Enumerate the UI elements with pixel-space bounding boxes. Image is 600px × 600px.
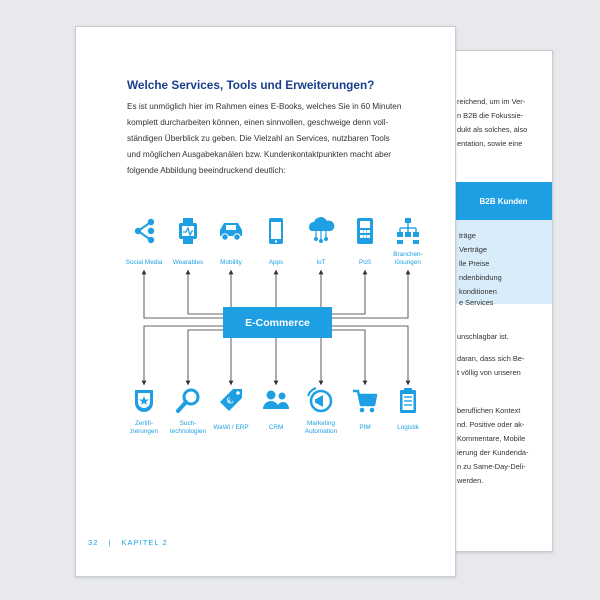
back-text-line: t völlig von unseren (457, 368, 521, 377)
smartphone-icon (269, 218, 283, 244)
b2b-table-item: ndenbindung (459, 273, 502, 282)
back-text-line: beruflichen Kontext (457, 406, 521, 415)
share-icon (135, 219, 154, 243)
intro-line: komplett durcharbeiten können, einen sinnvollen, geschweige denn voll- (127, 118, 389, 127)
label-wawi-erp: WaWi / ERP (213, 424, 249, 431)
label-wearables: Wearables (172, 259, 204, 266)
back-text-line: nd. Positive oder ak- (457, 420, 525, 429)
connector-arrow (188, 272, 223, 314)
label-marketing-automation: Marketing Automation (304, 420, 338, 435)
chapter-label: KAPITEL 2 (121, 538, 168, 547)
label-iot: IoT (316, 259, 326, 266)
connector-arrow (223, 272, 231, 310)
connector-arrow (144, 272, 223, 318)
connector-arrow (144, 326, 223, 383)
back-text-line: ierung der Kundenda- (457, 448, 529, 457)
users-icon (263, 391, 289, 410)
badge-star-icon (135, 390, 153, 412)
connector-arrow (332, 326, 408, 383)
b2b-table (455, 182, 552, 307)
back-text-line: werden. (457, 476, 484, 485)
back-text-line: n B2B die Fokussie- (457, 111, 524, 120)
payment-terminal-icon (357, 218, 373, 244)
back-text-line: entation, sowie eine (457, 139, 523, 148)
label-crm: CRM (268, 424, 284, 431)
ecommerce-hub: E-Commerce (223, 307, 332, 338)
label-social-media: Social Media (125, 259, 163, 266)
b2b-table-item: Verträge (459, 245, 487, 254)
connector-arrow (332, 272, 365, 314)
back-text-line: reichend, um im Ver- (457, 97, 526, 106)
svg-text:€: € (225, 396, 237, 408)
b2b-table-item: konditionen (459, 287, 497, 296)
footer-separator: | (108, 538, 112, 547)
connector-arrow (223, 334, 231, 383)
b2b-table-item: träge (459, 231, 476, 240)
back-text-line: daran, dass sich Be- (457, 354, 525, 363)
label-suchtechnologien: Such- technologien (169, 420, 207, 435)
connector-arrow (321, 272, 332, 310)
label-apps: Apps (268, 259, 284, 266)
back-text-line: unschlagbar ist. (457, 332, 509, 341)
connector-arrow (188, 330, 223, 383)
cart-icon (353, 391, 376, 412)
b2b-table-item: lle Preise (459, 259, 490, 268)
back-text-line: dukt als solches, also (457, 125, 528, 134)
page-number: 32 (88, 538, 99, 547)
label-zertifizierungen: Zertifi- zierungen (129, 420, 159, 435)
label-mobility: Mobility (220, 259, 242, 266)
intro-line: folgende Abbildung beeindruckend deutlich: (127, 166, 286, 175)
megaphone-icon (308, 388, 331, 411)
label-logistik: Logistik (397, 424, 419, 431)
connector-arrow (332, 272, 408, 318)
connector-arrow (332, 330, 365, 383)
price-tag-icon (220, 389, 242, 411)
intro-line: und möglichen Ausgabekanälen bzw. Kundenkontaktpunkten macht aber (127, 150, 392, 159)
intro-line: ständigen Überblick zu geben. Die Vielzahl an Services, nutzbaren Tools (127, 134, 390, 143)
label-pos: PoS (358, 259, 372, 266)
b2b-table-item: e Services (459, 298, 494, 307)
connector-arrow (321, 334, 332, 383)
magnifier-icon (178, 390, 198, 411)
back-text-line: Kommentare, Mobile (457, 434, 526, 443)
b2b-table-header: B2B Kunden (455, 182, 552, 220)
page-footer (88, 538, 168, 547)
back-text-line: n zu Same-Day-Deli- (457, 462, 526, 471)
clipboard-icon (400, 388, 416, 413)
front-page (75, 26, 456, 577)
label-branchenloesungen: Branchen- lösungen (393, 251, 423, 266)
page-title: Welche Services, Tools und Erweiterungen? (127, 78, 375, 92)
intro-line: Es ist unmöglich hier im Rahmen eines E-Books, welches Sie in 60 Minuten (127, 102, 402, 111)
org-chart-icon (397, 218, 419, 244)
smartwatch-icon (179, 218, 197, 244)
cloud-network-icon (309, 217, 334, 243)
car-icon (220, 223, 242, 240)
label-pim: PIM (359, 424, 371, 431)
ecommerce-diagram (76, 27, 455, 576)
